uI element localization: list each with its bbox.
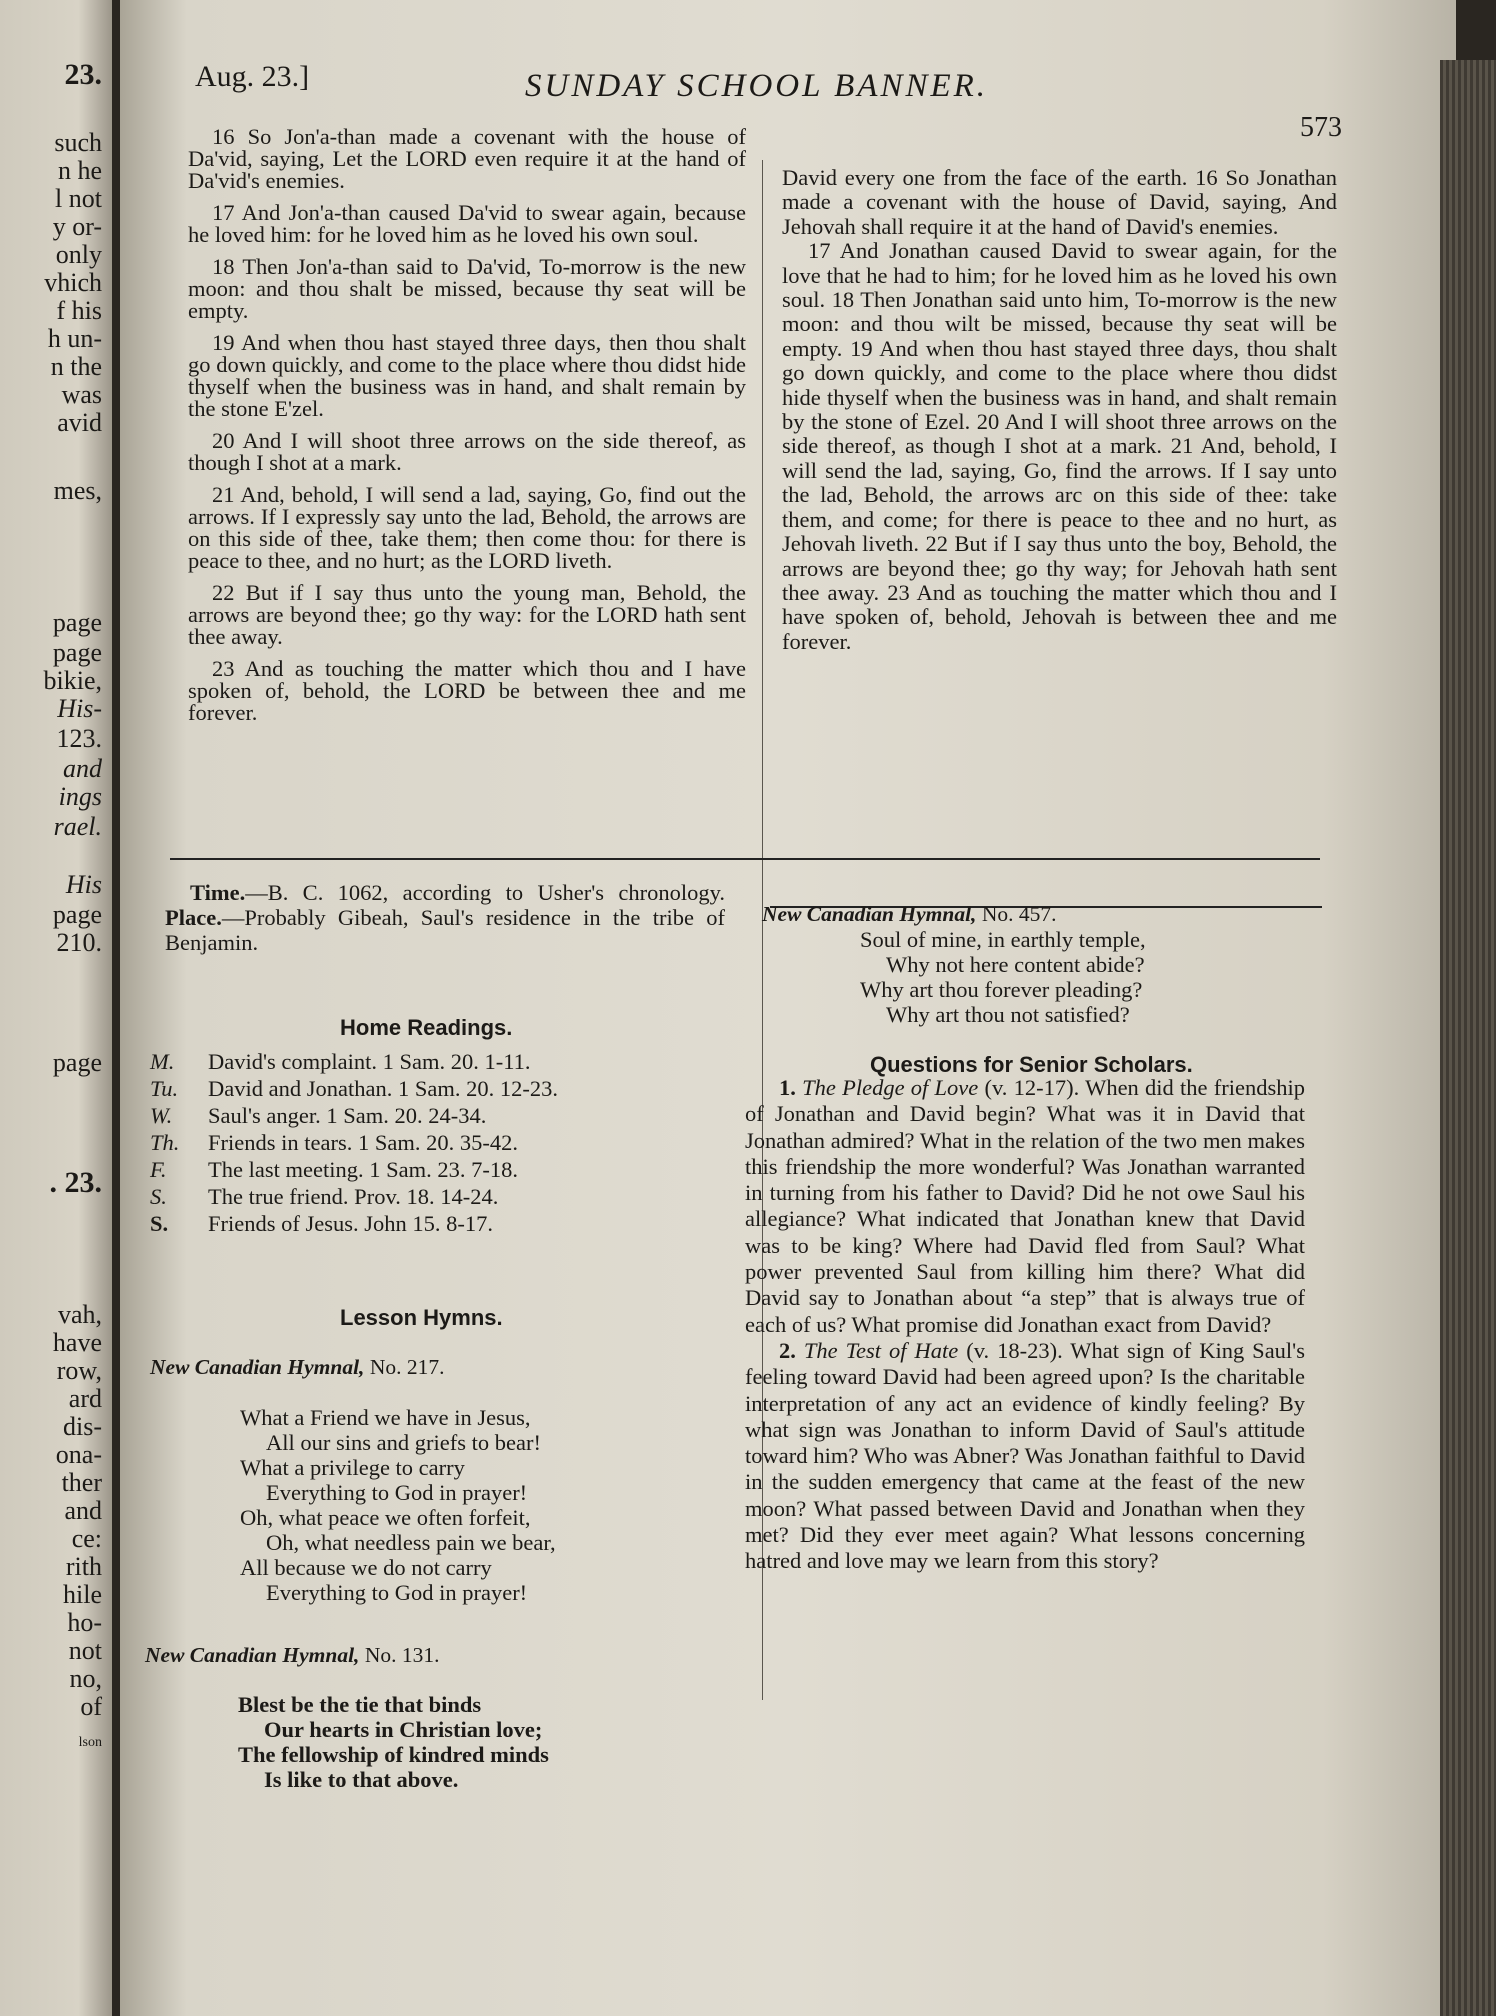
list-item: [150, 1102, 558, 1129]
hymn-line: Blest be the tie that binds: [238, 1692, 482, 1717]
prev-line: ard: [68, 1384, 102, 1413]
prev-line: rith: [65, 1552, 102, 1581]
hymnal-reference: [150, 1355, 444, 1380]
prev-line: h un-: [47, 324, 102, 353]
prev-line: row,: [56, 1356, 102, 1385]
hymn-line: All because we do not carry: [240, 1555, 492, 1580]
reading-text: The last meeting. 1 Sam. 23. 7-18.: [208, 1157, 518, 1182]
home-readings-heading: Home Readings.: [340, 1015, 513, 1040]
prev-line: y or-: [52, 212, 102, 241]
hymn-verse: [240, 1405, 556, 1605]
verse-paragraph: 17 And Jon'a-than caused Da'vid to swear again, because he loved him: for he loved him as he loved his own soul.: [188, 200, 746, 247]
prev-line: ho-: [67, 1608, 102, 1637]
section-theme: The Pledge of Love: [802, 1075, 979, 1100]
prev-line: such: [54, 128, 102, 157]
prev-line: have: [52, 1328, 102, 1357]
hymn-verse: [860, 927, 1146, 1027]
book-page-edges: [1440, 60, 1496, 2016]
list-item: [150, 1129, 558, 1156]
question-section: [745, 1338, 1305, 1575]
prev-line: l not: [55, 184, 102, 213]
hymn-line: Everything to God in prayer!: [266, 1480, 528, 1505]
prev-line: no,: [69, 1664, 102, 1693]
prev-line: hile: [63, 1580, 102, 1609]
time-text: —B. C. 1062, according to Usher's chronology.: [245, 880, 725, 905]
hymn-line: Why art thou not satisfied?: [886, 1002, 1130, 1027]
prev-line: and: [63, 754, 102, 783]
section-questions: What sign of King Saul's feeling toward David had been agreed upon? Is the charitable interpretation of any act an evidence of kindly feeling? By what sign was Jonathan to inform David of Saul's attitude toward him? Who was Abner? Was Jonathan faithful to David in the sudden emergency that came at the feast of the new moon? What passed between David and Jonathan when they met? Did they ever meet again? What lessons concerning hatred and love may we learn from this story?: [745, 1337, 1305, 1574]
verse-paragraph: 23 And as touching the matter which thou and I have spoken of, behold, the LORD be between thee and me forever.: [188, 656, 746, 725]
hymn-line: Oh, what needless pain we bear,: [266, 1530, 556, 1555]
hymn-line: What a privilege to carry: [240, 1455, 465, 1480]
prev-line: ings: [58, 782, 102, 811]
header-title: SUNDAY SCHOOL BANNER.: [525, 68, 989, 104]
time-label: Time.: [190, 880, 246, 905]
hymn-line: The fellowship of kindred minds: [238, 1742, 549, 1767]
prev-line: 23.: [64, 58, 102, 91]
previous-page-edge: [0, 0, 112, 2016]
verse-paragraph: 20 And I will shoot three arrows on the side thereof, as though I shot at a mark.: [188, 428, 746, 475]
hymn-number: No. 217.: [369, 1355, 445, 1379]
authorized-version-text: [188, 126, 746, 734]
section-questions: When did the friendship of Jonathan and David begin? What was it in David that Jonathan admired? What in the relation of the two men makes this friendship the more wonderful? Was Jonathan warranted in turning from his father to David? Did he not owe Saul his allegiance? What indicated that Jonathan knew that David was to be king? Where had David fled from Saul? What power prevented Saul from killing him there? What did David say to Jonathan about “a step” that is always true of each of us? What promise did Jonathan exact from David?: [745, 1075, 1305, 1337]
reading-day: F.: [150, 1157, 167, 1182]
reading-text: Friends in tears. 1 Sam. 20. 35-42.: [208, 1130, 518, 1155]
prev-line: ther: [61, 1468, 102, 1497]
reading-text: Saul's anger. 1 Sam. 20. 24-34.: [208, 1103, 487, 1128]
list-item: [150, 1210, 558, 1237]
prev-line: 210.: [56, 928, 102, 957]
section-reference: (v. 12-17).: [984, 1075, 1080, 1100]
hymn-line: All our sins and griefs to bear!: [266, 1430, 541, 1455]
place-label: Place.: [165, 905, 222, 930]
prev-line: and: [64, 1496, 102, 1525]
hymn-line: What a Friend we have in Jesus,: [240, 1405, 531, 1430]
prev-line: n he: [57, 156, 102, 185]
questions-heading: Questions for Senior Scholars.: [870, 1052, 1193, 1077]
page-number: 573: [1300, 112, 1342, 143]
hymn-line: Oh, what peace we often forfeit,: [240, 1505, 531, 1530]
hymnal-reference: [145, 1643, 439, 1668]
reading-text: The true friend. Prov. 18. 14-24.: [208, 1184, 499, 1209]
hymn-line: Everything to God in prayer!: [266, 1580, 528, 1605]
reading-day: S.: [150, 1211, 169, 1236]
time-and-place: [165, 880, 725, 955]
prev-line: page: [52, 608, 102, 637]
section-rule: [170, 858, 1320, 860]
hymn-line: Why art thou forever pleading?: [860, 977, 1143, 1002]
verse-paragraph: 17 And Jonathan caused David to swear again, for the love that he had to him; for he loved him as he loved his own soul. 18 Then Jonathan said unto him, To-morrow is the new moon: and thou wilt be missed, because thy seat will be empty. 19 And when thou hast stayed three days, thou shalt go down quickly, and come to the place where thou didst hide thyself when the business was in hand, and shalt remain by the stone of Ezel. 20 And I will shoot three arrows on the side thereof, as though I shot at a mark. 21 And, behold, I will send the lad, saying, Go, find the arrows. If I say unto the lad, Behold, the arrows arc on this side of thee: take them, and come; for there is peace to thee and no hurt, as Jehovah liveth. 22 But if I say thus unto the boy, Behold, the arrows are beyond thee; go thy way; for Jehovah hath sent thee away. 23 And as touching the matter which thou and I have spoken of, behold, Jehovah is between thee and me forever.: [782, 238, 1337, 654]
prev-line: His-: [57, 694, 102, 723]
prev-line: page: [52, 900, 102, 929]
reading-day: Th.: [150, 1130, 180, 1155]
prev-line: only: [55, 240, 102, 269]
prev-line: n the: [50, 352, 102, 381]
prev-line: f his: [56, 296, 102, 325]
prev-line: His: [65, 870, 102, 899]
verse-paragraph: 21 And, behold, I will send a lad, saying, Go, find out the arrows. If I expressly say unto the lad, Behold, the arrows are on this side of thee, take them; then come thou: for there is peace to thee, and no hurt; as the LORD liveth.: [188, 482, 746, 573]
hymnal-reference: [762, 902, 1056, 927]
verse-paragraph: 18 Then Jon'a-than said to Da'vid, To-morrow is the new moon: and thou shalt be missed, because thy seat will be empty.: [188, 254, 746, 323]
section-theme: The Test of Hate: [803, 1337, 959, 1363]
reading-day: M.: [150, 1049, 175, 1074]
header-date: Aug. 23.]: [195, 60, 310, 93]
verse-paragraph: David every one from the face of the earth. 16 So Jonathan made a covenant with the house of David, saying, And Jehovah shall require it at the hand of David's enemies.: [782, 165, 1337, 239]
reading-text: David's complaint. 1 Sam. 20. 1-11.: [208, 1049, 531, 1074]
prev-line: vah,: [57, 1300, 102, 1329]
section-number: 1.: [779, 1075, 796, 1100]
prev-line: . 23.: [49, 1166, 102, 1199]
hymnal-title: New Canadian Hymnal,: [150, 1355, 365, 1379]
prev-line: page: [52, 1048, 102, 1077]
verse-paragraph: 16 So Jon'a-than made a covenant with the house of Da'vid, saying, Let the LORD even require it at the hand of Da'vid's enemies.: [188, 124, 746, 193]
home-readings-list: [150, 1048, 558, 1237]
list-item: [150, 1156, 558, 1183]
prev-line: 123.: [56, 724, 102, 753]
time-place-paragraph: [165, 880, 725, 955]
prev-line: bikie,: [43, 666, 102, 695]
list-item: [150, 1048, 558, 1075]
question-section: [745, 1075, 1305, 1338]
hymn-number: No. 131.: [364, 1643, 440, 1667]
place-text: —Probably Gibeah, Saul's residence in the tribe of Benjamin.: [165, 905, 725, 955]
hymn-line: Why not here content abide?: [886, 952, 1145, 977]
section-number: 2.: [779, 1337, 796, 1363]
hymnal-title: New Canadian Hymnal,: [145, 1643, 360, 1667]
prev-line: was: [61, 380, 102, 409]
hymn-verse: [238, 1692, 549, 1792]
prev-line: of: [80, 1692, 102, 1721]
prev-line: mes,: [53, 476, 102, 505]
prev-line: rael.: [53, 812, 102, 841]
questions-text: [745, 1075, 1305, 1575]
reading-text: David and Jonathan. 1 Sam. 20. 12-23.: [208, 1076, 558, 1101]
reading-day: W.: [150, 1103, 173, 1128]
verse-paragraph: 22 But if I say thus unto the young man, Behold, the arrows are beyond thee; go thy way: for the LORD hath sent thee away.: [188, 580, 746, 649]
reading-day: Tu.: [150, 1076, 179, 1101]
hymnal-title: New Canadian Hymnal,: [762, 902, 977, 926]
prev-line: page: [52, 638, 102, 667]
list-item: [150, 1183, 558, 1210]
reading-text: Friends of Jesus. John 15. 8-17.: [208, 1211, 493, 1236]
prev-line: not: [68, 1636, 102, 1665]
prev-line: ona-: [55, 1440, 102, 1469]
revised-version-text: [782, 166, 1337, 654]
prev-line: avid: [57, 408, 102, 437]
prev-line: ce:: [71, 1524, 102, 1553]
prev-line: dis-: [63, 1412, 102, 1441]
hymn-line: Is like to that above.: [264, 1767, 459, 1792]
verse-paragraph: 19 And when thou hast stayed three days, then thou shalt go down quickly, and come to the place where thou didst hide thyself when the business was in hand, and shalt remain by the stone E'zel.: [188, 330, 746, 421]
list-item: [150, 1075, 558, 1102]
section-reference: (v. 18-23).: [966, 1337, 1063, 1363]
prev-line: vhich: [44, 268, 102, 297]
prev-line: lson: [78, 1735, 102, 1750]
hymn-line: Soul of mine, in earthly temple,: [860, 927, 1146, 952]
reading-day: S.: [150, 1184, 167, 1209]
hymn-number: No. 457.: [981, 902, 1057, 926]
lesson-hymns-heading: Lesson Hymns.: [340, 1305, 503, 1330]
hymn-line: Our hearts in Christian love;: [264, 1717, 543, 1742]
